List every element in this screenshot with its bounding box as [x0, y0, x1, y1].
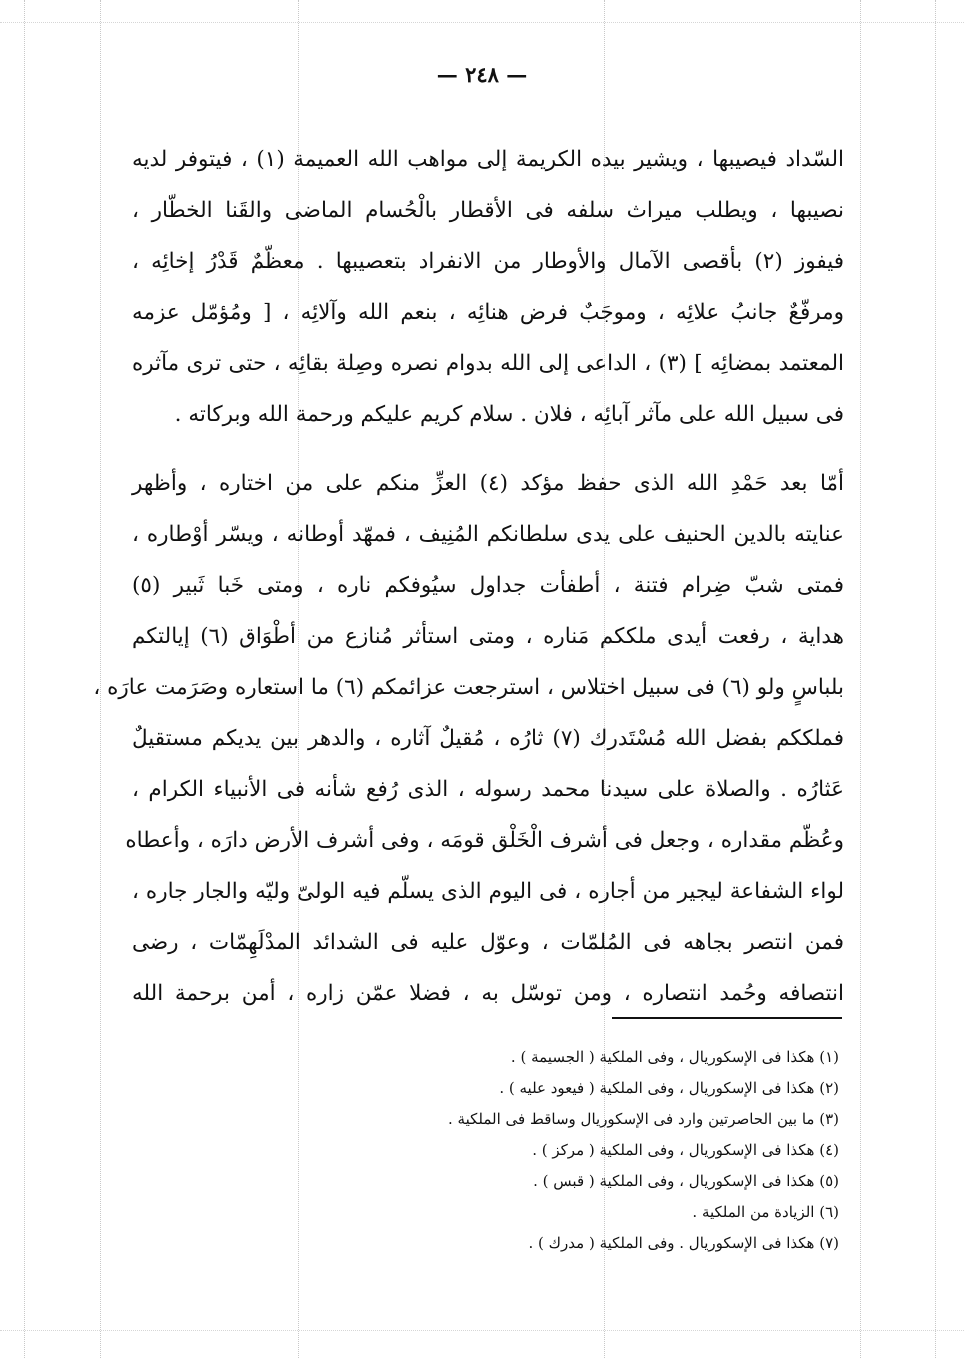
text-line: فمتى شبّ ضِرام فتنة ، أطفأت جداول سيُوفكم ناره ، ومتى خَبا ثَبير (٥)	[132, 573, 844, 598]
text-line: فيفوز (٢) بأقصى الآمال والأوطار من الانفراد بتعصيبها . معظّمٌ قَدْرُ إخائِه ،	[132, 249, 844, 274]
text-line: فى سبيل الله على مآثر آبائِه ، فلان . سلام كريم عليكم ورحمة الله وبركاته .	[174, 402, 844, 427]
page-number: — ٢٤٨ —	[436, 62, 528, 87]
paragraph-2	[93, 458, 844, 1019]
scan-guide-line	[860, 0, 861, 1358]
text-line: عَثارُه . والصلاة على سيدنا محمد رسوله ، الذى رُفع شأنه فى الأنبياء الكرام ،	[132, 777, 844, 802]
text-line: نصيبها ، ويطلب ميراث سلفه فى الأقطار بالْحُسام الماضى والقَنا الخطّار ،	[132, 198, 844, 223]
footnote: (١) هكذا فى الإسكوريال ، وفى الملكية ( الجسيمة ) .	[510, 1048, 839, 1066]
footnote: (٣) ما بين الحاصرتين وارد فى الإسكوريال وساقط فى الملكية .	[448, 1110, 839, 1128]
text-line: بلباسٍ ولو (٦) فى سبيل اختلاس ، استرجعت عزائمكم (٦) ما استعاره وصَرَمت عارَه ،	[93, 675, 844, 700]
footnote: (٦) الزيادة من الملكية .	[692, 1203, 839, 1221]
text-line: أمّا بعد حَمْدِ الله الذى حفظ مؤكد (٤) العزِّ منكم على من اختاره ، وأظهر	[132, 471, 844, 496]
text-line: فملككم بفضل الله مُسْتَدرك (٧) ثارُه ، مُقيلٌ آثاره ، والدهر بين يديكم مستقيلٌ	[132, 726, 844, 751]
footnote-separator	[612, 1017, 842, 1019]
footnote: (٤) هكذا فى الإسكوريال ، وفى الملكية ( مركز ) .	[532, 1141, 839, 1159]
text-line: السّداد فيصيبها ، ويشير بيده الكريمة إلى مواهب الله العميمة (١) ، فيتوفر لديه	[132, 147, 844, 172]
text-line: المعتمد بمضائِه ] (٣) ، الداعى إلى الله بدوام نصره وصِلة بقائِه ، حتى ترى مآثره	[132, 351, 844, 376]
text-line: لواء الشفاعة ليجير من أجاره ، فى اليوم الذى يسلّم فيه الولىّ وليّه والجار جاره ،	[132, 879, 844, 904]
text-line: عنايته بالدين الحنيف على يدى سلطانكم المُنِيف ، فمهّد أوطانه ، ويسّر أوْطاره ،	[132, 522, 844, 547]
text-line: ومرفّعٌ جانبُ علائِه ، وموجَبٌ فرض هنائِه ، بنعم الله وآلائِه ، [ ومُؤمّل عزمه	[132, 300, 844, 325]
scan-guide-line	[0, 1330, 964, 1331]
text-line: فمن انتصر بجاهه فى المُلمّات ، وعوّل عليه فى الشدائد المدْلَهِمّات ، رضى	[132, 930, 844, 955]
footnote: (٧) هكذا فى الإسكوريال . وفى الملكية ( مدرك ) .	[528, 1234, 839, 1252]
paragraph-1	[132, 134, 844, 440]
scan-guide-line	[935, 0, 936, 1358]
scan-guide-line	[0, 22, 964, 23]
footnotes	[359, 1042, 839, 1259]
text-line: وعُظّم مقداره ، وجعل فى أشرف الْخَلْق قومَه ، وفى أشرف الأرض دارَه ، وأعطاه	[125, 828, 844, 853]
text-line: انتصافه وحُمد انتصاره ، ومن توسّل به ، فضلا عمّن زاره ، أمن برحمة الله	[132, 981, 844, 1006]
footnote: (٢) هكذا فى الإسكوريال ، وفى الملكية ( فيعود عليه ) .	[499, 1079, 839, 1097]
footnote: (٥) هكذا فى الإسكوريال ، وفى الملكية ( قبس ) .	[533, 1172, 839, 1190]
scan-guide-line	[24, 0, 25, 1358]
text-line: هداية ، رفعت أيدى ملككم مَناره ، ومتى استأثر مُنازع من أطْوَاق (٦) إيالتكم	[132, 624, 844, 649]
